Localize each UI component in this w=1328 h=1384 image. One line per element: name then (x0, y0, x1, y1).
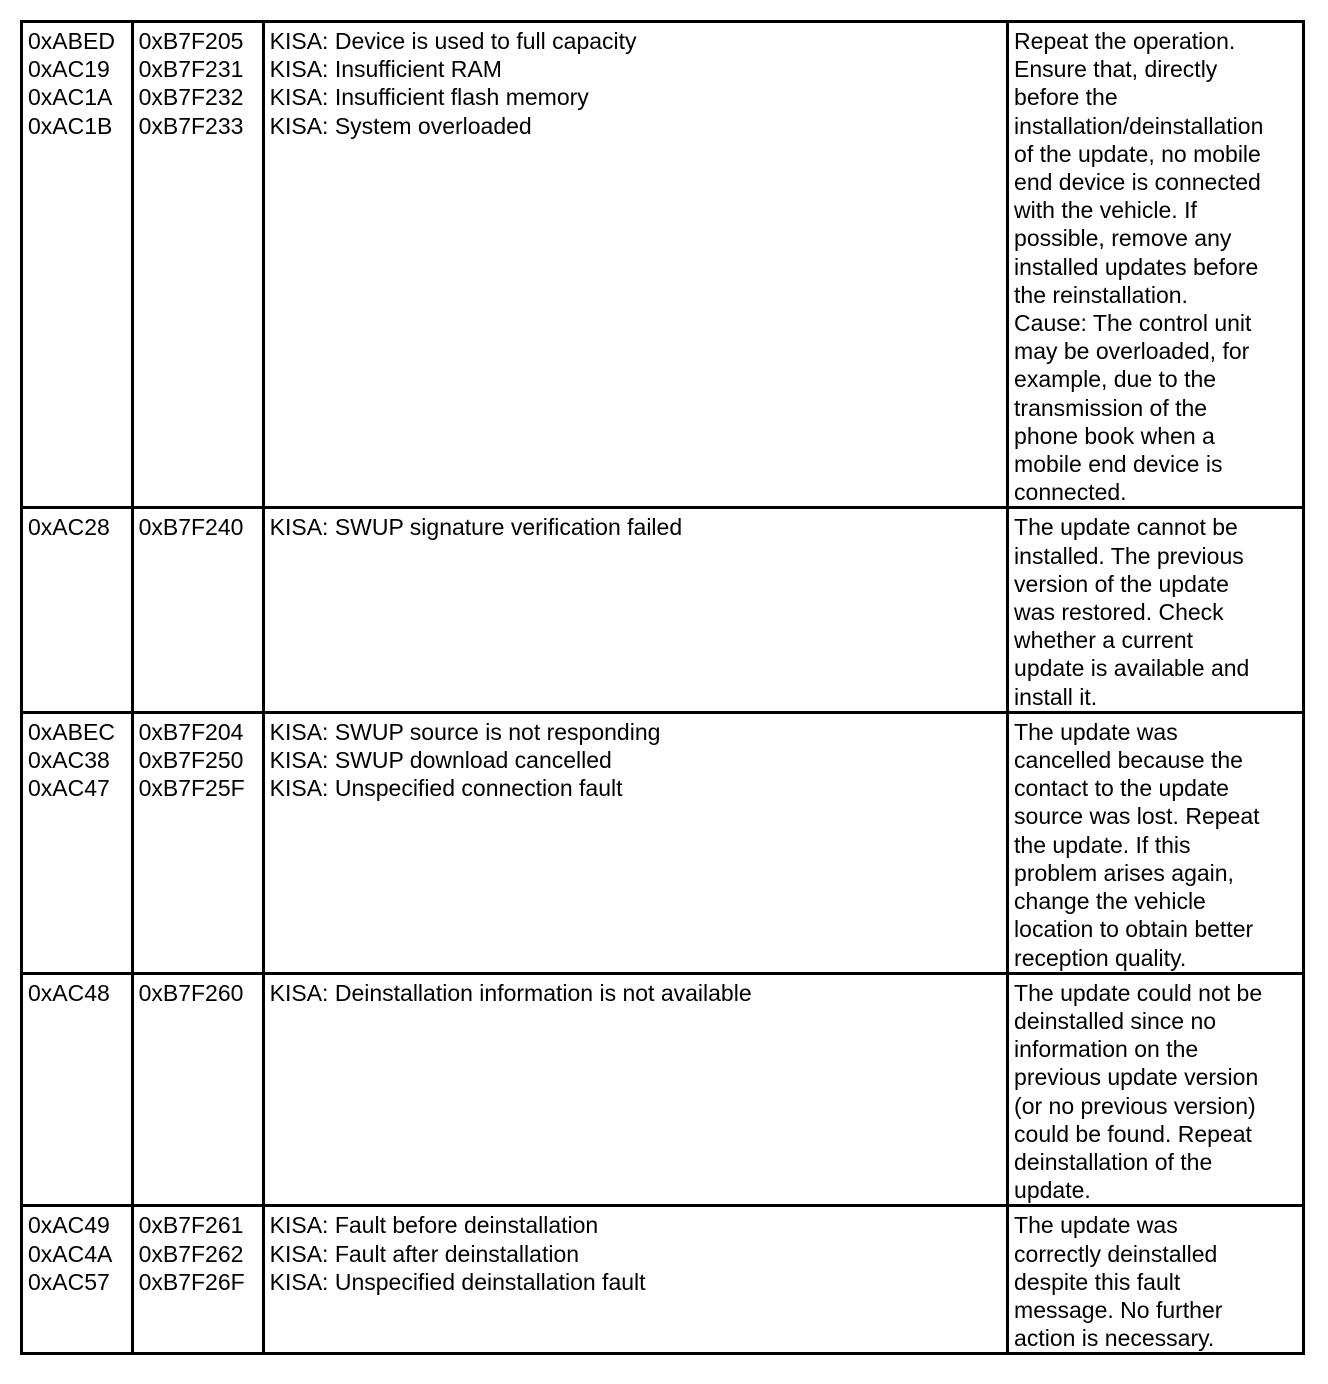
table-row (22, 508, 1304, 712)
remedy-line: update. (1014, 1177, 1091, 1204)
fault-code: 0xABED (28, 28, 115, 54)
dtc-code: 0xB7F26F (138, 1268, 245, 1295)
remedy-cell (1008, 973, 1304, 1206)
message-cell (263, 22, 1007, 508)
fault-code: 0xAC49 (28, 1212, 110, 1239)
fault-message: KISA: SWUP source is not responding (269, 718, 661, 745)
remedy-line: example, due to the (1014, 366, 1217, 393)
table-row (22, 22, 1304, 508)
remedy-line: reception quality. (1014, 944, 1187, 971)
fault-message: KISA: Unspecified connection fault (269, 775, 623, 802)
remedy-line: The update could not be (1014, 979, 1263, 1006)
fault-code-cell (22, 973, 133, 1206)
remedy-line: problem arises again, (1014, 859, 1234, 886)
table-row (22, 973, 1304, 1206)
remedy-line: installed. The previous (1014, 542, 1244, 569)
fault-message: KISA: System overloaded (269, 112, 532, 139)
remedy-line: end device is connected (1014, 169, 1261, 196)
remedy-line: cancelled because the (1014, 747, 1243, 774)
remedy-line: message. No further (1014, 1296, 1223, 1323)
remedy-cell (1008, 22, 1304, 508)
table-row (22, 712, 1304, 973)
dtc-code: 0xB7F262 (138, 1240, 244, 1267)
fault-code: 0xAC57 (28, 1268, 110, 1295)
remedy-line: Repeat the operation. (1014, 28, 1236, 54)
remedy-line: before the (1014, 84, 1118, 111)
message-cell (263, 508, 1007, 712)
remedy-line: action is necessary. (1014, 1325, 1215, 1352)
fault-code-cell (22, 712, 133, 973)
remedy-line: may be overloaded, for (1014, 338, 1250, 365)
remedy-line: correctly deinstalled (1014, 1240, 1218, 1267)
fault-code: 0xABEC (28, 718, 115, 745)
remedy-line: The update was (1014, 1212, 1178, 1239)
message-cell (263, 712, 1007, 973)
remedy-line: connected. (1014, 479, 1127, 506)
remedy-line: installed updates before (1014, 253, 1259, 280)
remedy-line: of the update, no mobile (1014, 140, 1261, 167)
remedy-line: location to obtain better (1014, 916, 1254, 943)
fault-code-cell (22, 1206, 133, 1354)
fault-message: KISA: SWUP signature verification failed (269, 514, 683, 541)
dtc-code: 0xB7F204 (138, 718, 244, 745)
message-cell (263, 1206, 1007, 1354)
remedy-line: (or no previous version) (1014, 1092, 1256, 1119)
fault-code: 0xAC19 (28, 56, 110, 83)
dtc-code: 0xB7F250 (138, 747, 244, 774)
fault-code-cell (22, 508, 133, 712)
remedy-line: deinstalled since no (1014, 1007, 1217, 1034)
remedy-line: Ensure that, directly (1014, 56, 1218, 83)
remedy-line: previous update version (1014, 1064, 1259, 1091)
remedy-line: change the vehicle (1014, 888, 1206, 915)
remedy-line: with the vehicle. If (1014, 197, 1197, 224)
fault-code: 0xAC38 (28, 747, 110, 774)
remedy-line: The update cannot be (1014, 514, 1238, 541)
dtc-code-cell (132, 973, 263, 1206)
dtc-code: 0xB7F205 (138, 28, 244, 54)
fault-message: KISA: Deinstallation information is not available (269, 979, 752, 1006)
remedy-line: installation/deinstallation (1014, 112, 1264, 139)
fault-code: 0xAC28 (28, 514, 110, 541)
remedy-line: despite this fault (1014, 1268, 1181, 1295)
fault-message: KISA: Fault before deinstallation (269, 1212, 599, 1239)
fault-code: 0xAC4A (28, 1240, 113, 1267)
table-row (22, 1206, 1304, 1354)
dtc-code-cell (132, 508, 263, 712)
remedy-line: phone book when a (1014, 422, 1215, 449)
remedy-line: whether a current (1014, 627, 1194, 654)
fault-message: KISA: Insufficient flash memory (269, 84, 589, 111)
fault-message: KISA: Fault after deinstallation (269, 1240, 580, 1267)
remedy-line: was restored. Check (1014, 599, 1224, 626)
dtc-code: 0xB7F260 (138, 979, 244, 1006)
fault-code: 0xAC1A (28, 84, 113, 111)
remedy-line: update is available and (1014, 655, 1250, 682)
dtc-code: 0xB7F233 (138, 112, 244, 139)
remedy-line: information on the (1014, 1036, 1199, 1063)
message-cell (263, 973, 1007, 1206)
remedy-line: mobile end device is (1014, 451, 1223, 478)
fault-message: KISA: Device is used to full capacity (269, 28, 637, 54)
remedy-line: contact to the update (1014, 775, 1229, 802)
remedy-line: install it. (1014, 683, 1098, 710)
remedy-line: deinstallation of the (1014, 1148, 1213, 1175)
remedy-cell (1008, 1206, 1304, 1354)
fault-code: 0xAC1B (28, 112, 113, 139)
remedy-line: transmission of the (1014, 394, 1208, 421)
remedy-line: source was lost. Repeat (1014, 803, 1260, 830)
fault-code-cell (22, 22, 133, 508)
remedy-line: possible, remove any (1014, 225, 1232, 252)
dtc-code: 0xB7F261 (138, 1212, 244, 1239)
remedy-line: could be found. Repeat (1014, 1120, 1252, 1147)
remedy-line: Cause: The control unit (1014, 310, 1252, 337)
fault-code-table (20, 20, 1305, 1355)
remedy-line: The update was (1014, 718, 1178, 745)
dtc-code: 0xB7F231 (138, 56, 244, 83)
dtc-code: 0xB7F240 (138, 514, 244, 541)
remedy-line: the reinstallation. (1014, 281, 1188, 308)
fault-code: 0xAC48 (28, 979, 110, 1006)
remedy-cell (1008, 508, 1304, 712)
dtc-code: 0xB7F25F (138, 775, 245, 802)
fault-code: 0xAC47 (28, 775, 110, 802)
fault-message: KISA: Unspecified deinstallation fault (269, 1268, 646, 1295)
fault-message: KISA: Insufficient RAM (269, 56, 502, 83)
dtc-code: 0xB7F232 (138, 84, 244, 111)
remedy-cell (1008, 712, 1304, 973)
dtc-code-cell (132, 22, 263, 508)
dtc-code-cell (132, 1206, 263, 1354)
remedy-line: the update. If this (1014, 831, 1191, 858)
remedy-line: version of the update (1014, 570, 1229, 597)
fault-message: KISA: SWUP download cancelled (269, 747, 612, 774)
dtc-code-cell (132, 712, 263, 973)
